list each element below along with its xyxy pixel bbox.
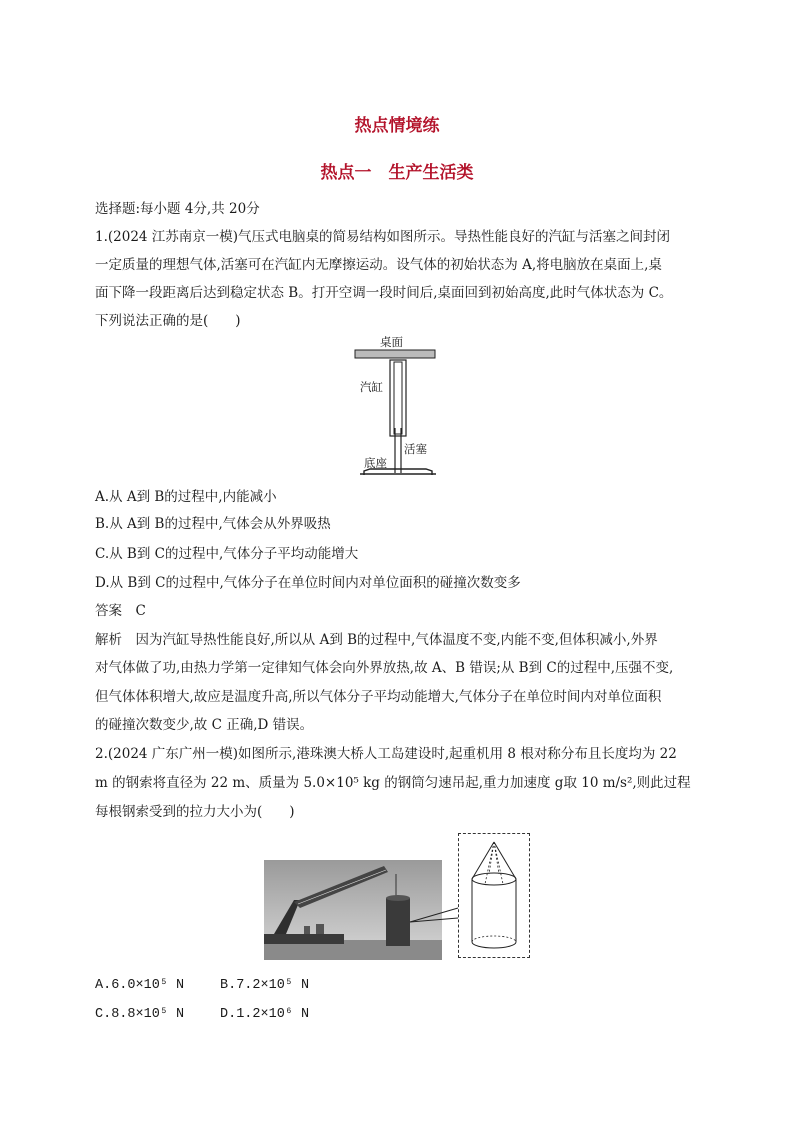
q1-answer: 答案 C <box>95 603 146 619</box>
q1-analysis-line: 解析 因为汽缸导热性能良好,所以从 A到 B的过程中,气体温度不变,内能不变,但体积减小,外界 <box>95 632 658 648</box>
q1-option-a: A.从 A到 B的过程中,内能减小 <box>95 489 277 505</box>
cylinder-inner <box>394 362 402 434</box>
label-base: 底座 <box>364 456 387 470</box>
q1-analysis-line: 对气体做了功,由热力学第一定律知气体会向外界放热,故 A、B 错误;从 B到 C的过程中,压强不变, <box>95 660 674 676</box>
section-intro: 选择题:每小题 4分,共 20分 <box>95 201 260 217</box>
q1-option-d: D.从 B到 C的过程中,气体分子在单位时间内对单位面积的碰撞次数变多 <box>95 575 521 591</box>
q2-stem-line: 每根钢索受到的拉力大小为( ) <box>95 804 295 820</box>
q1-analysis-line: 的碰撞次数变少,故 C 正确,D 错误。 <box>95 717 314 733</box>
label-desktop: 桌面 <box>380 335 403 349</box>
cylinder-inset-svg <box>459 834 529 957</box>
q1-stem-line: 面下降一段距离后达到稳定状态 B。打开空调一段时间后,桌面回到初始高度,此时气体状态为 C。 <box>95 285 673 301</box>
q1-stem-line: 1.(2024 江苏南京一模)气压式电脑桌的简易结构如图所示。导热性能良好的汽缸与活塞之间封闭 <box>95 229 671 245</box>
label-cylinder: 汽缸 <box>360 380 383 394</box>
q2-option-a: A.6.0×10⁵ N <box>95 978 185 993</box>
barge <box>264 934 344 944</box>
cylinder-inset <box>458 833 530 958</box>
section-title: 热点一 生产生活类 <box>320 163 474 183</box>
desktop-plate <box>355 350 435 358</box>
q2-option-b: B.7.2×10⁵ N <box>220 978 310 993</box>
q1-option-b: B.从 A到 B的过程中,气体会从外界吸热 <box>95 516 331 532</box>
label-piston: 活塞 <box>404 442 427 456</box>
q2-stem-line: 2.(2024 广东广州一模)如图所示,港珠澳大桥人工岛建设时,起重机用 8 根对称分布且长度均为 22 <box>95 746 677 762</box>
desk-diagram <box>350 333 450 483</box>
q2-stem-line: m 的钢索将直径为 22 m、质量为 5.0×10⁵ kg 的钢筒匀速吊起,重力加速度 g取 10 m/s²,则此过程 <box>95 775 691 791</box>
q1-analysis-line: 但气体体积增大,故应是温度升高,所以气体分子平均动能增大,气体分子在单位时间内对单位面积 <box>95 689 662 705</box>
q2-option-c: C.8.8×10⁵ N <box>95 1007 185 1022</box>
q1-option-c: C.从 B到 C的过程中,气体分子平均动能增大 <box>95 546 359 562</box>
q1-stem-line: 下列说法正确的是( ) <box>95 313 241 329</box>
page-title: 热点情境练 <box>354 116 440 136</box>
q1-stem-line: 一定质量的理想气体,活塞可在汽缸内无摩擦运动。设气体的初始状态为 A,将电脑放在桌面上,桌 <box>95 257 662 273</box>
q2-option-d: D.1.2×10⁶ N <box>220 1007 310 1022</box>
